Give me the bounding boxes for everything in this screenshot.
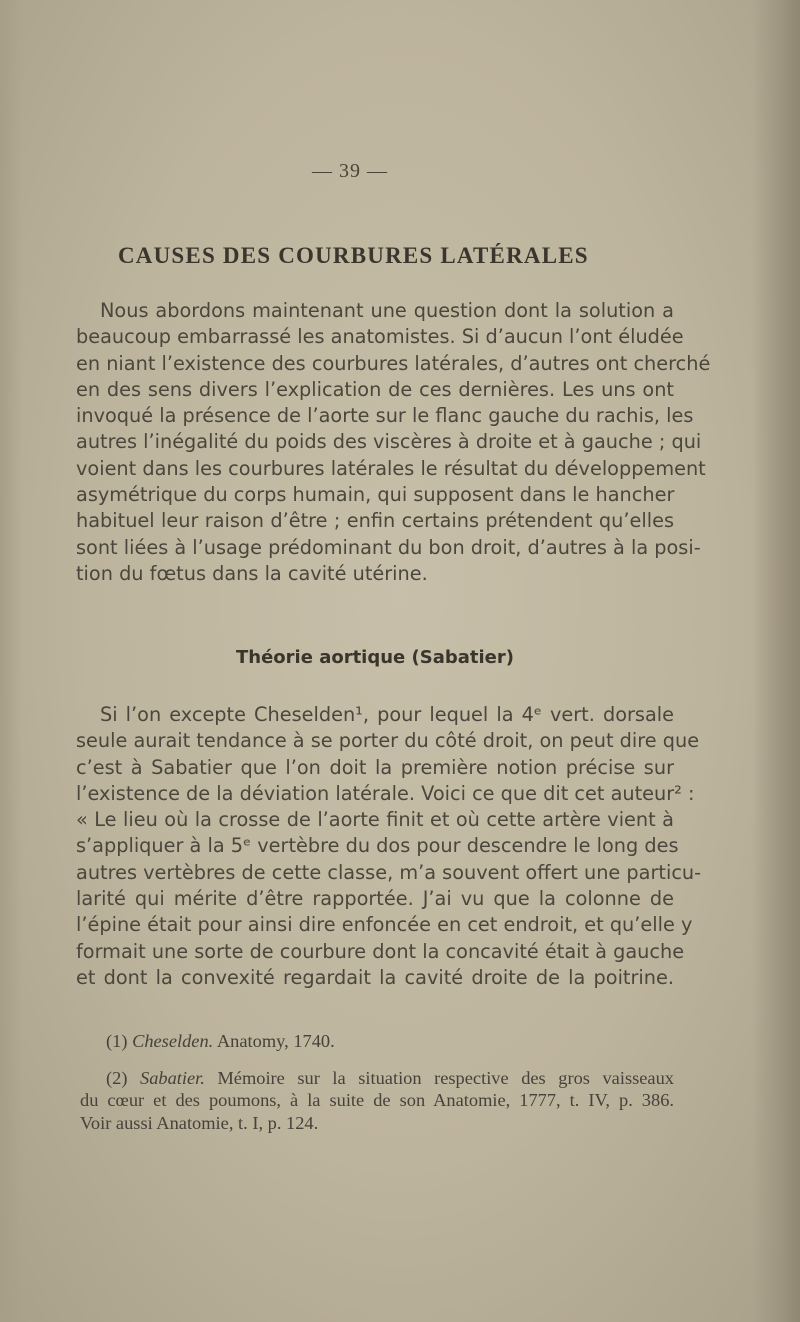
footnote-text-line: du cœur et des poumons, à la suite de son Anatomie, 1777, t. IV, p. 386. bbox=[80, 1090, 674, 1110]
page-right-edge-shadow bbox=[752, 0, 800, 1322]
text-line: Si l’on excepte Cheselden¹, pour lequel la 4ᵉ vert. dorsale bbox=[100, 703, 674, 726]
body-paragraph bbox=[76, 702, 702, 991]
text-line: invoqué la présence de l’aorte sur le flanc gauche du rachis, les bbox=[76, 404, 694, 428]
text-line: sont liées à l’usage prédominant du bon droit, d’autres à la posi- bbox=[76, 535, 701, 559]
section-title: Théorie aortique (Sabatier) bbox=[236, 647, 514, 668]
footnote-2 bbox=[80, 1067, 674, 1090]
text-line: autres vertèbres de cette classe, m’a souvent offert une particu- bbox=[76, 860, 702, 884]
footnote-author: Sabatier. bbox=[140, 1067, 205, 1088]
footnote-text-line: Voir aussi Anatomie, t. I, p. 124. bbox=[80, 1112, 319, 1133]
text-line: s’appliquer à la 5ᵉ vertèbre du dos pour descendre le long des bbox=[76, 834, 679, 858]
text-line: autres l’inégalité du poids des viscères à droite et à gauche ; qui bbox=[76, 430, 702, 454]
text-line: l’épine était pour ainsi dire enfoncée en cet endroit, et qu’elle y bbox=[76, 913, 693, 937]
text-line: c’est à Sabatier que l’on doit la première notion précise sur bbox=[76, 755, 674, 779]
intro-paragraph bbox=[76, 298, 711, 587]
footnote-author: Cheselden. bbox=[132, 1031, 214, 1051]
page-number: — 39 — bbox=[312, 160, 388, 182]
text-line: et dont la convexité regardait la cavité droite de la poitrine. bbox=[76, 965, 674, 989]
text-line: l’existence de la déviation latérale. Voici ce que dit cet auteur² : bbox=[76, 781, 695, 805]
text-line: larité qui mérite d’être rapportée. J’ai vu que la colonne de bbox=[76, 887, 674, 911]
text-line: voient dans les courbures latérales le résultat du développement bbox=[76, 456, 706, 480]
text-line: asymétrique du corps humain, qui supposent dans le hancher bbox=[76, 483, 675, 507]
chapter-title: CAUSES DES COURBURES LATÉRALES bbox=[118, 243, 589, 268]
text-line: seule aurait tendance à se porter du côté droit, on peut dire que bbox=[76, 729, 700, 753]
footnotes bbox=[80, 1030, 674, 1134]
text-line: en niant l’existence des courbures latérales, d’autres ont cherché bbox=[76, 351, 711, 375]
text-line: formait une sorte de courbure dont la concavité était à gauche bbox=[76, 939, 685, 963]
footnote-mark: (1) bbox=[106, 1031, 128, 1051]
text-line: en des sens divers l’explication de ces dernières. Les uns ont bbox=[76, 377, 674, 401]
footnote-mark: (2) bbox=[106, 1067, 128, 1088]
text-line: beaucoup embarrassé les anatomistes. Si d’aucun l’ont éludée bbox=[76, 325, 684, 349]
footnote-1 bbox=[80, 1030, 674, 1053]
footnote-text: Anatomy, 1740. bbox=[216, 1031, 335, 1051]
text-line: « Le lieu où la crosse de l’aorte finit et où cette artère vient à bbox=[76, 808, 674, 832]
text-line: tion du fœtus dans la cavité utérine. bbox=[76, 561, 428, 585]
text-line: habituel leur raison d’être ; enfin certains prétendent qu’elles bbox=[76, 509, 674, 533]
footnote-text: Mémoire sur la situation respective des gros vaisseaux bbox=[217, 1067, 674, 1088]
text-line: Nous abordons maintenant une question dont la solution a bbox=[100, 299, 674, 322]
